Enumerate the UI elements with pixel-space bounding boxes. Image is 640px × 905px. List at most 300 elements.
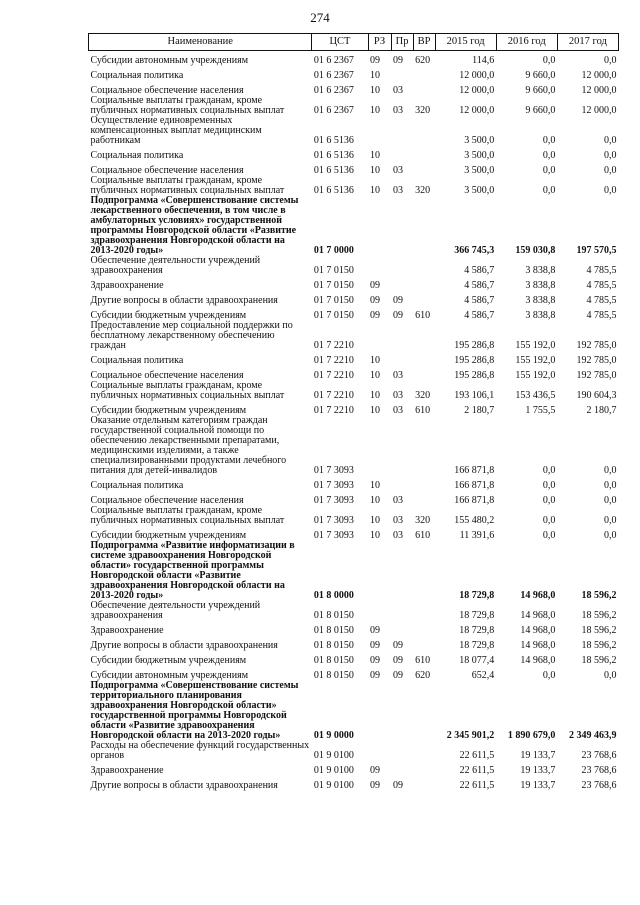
cell-rz: 10: [370, 185, 380, 196]
cell-2015: 11 391,6: [459, 530, 495, 541]
cell-2016: 0,0: [542, 55, 556, 66]
table-body: [89, 51, 619, 792]
cell-rz: 10: [370, 150, 380, 161]
cell-2015: 12 000,0: [459, 70, 495, 81]
table-row: [89, 366, 619, 381]
cell-2017: 23 768,6: [581, 765, 617, 776]
cell-2017: 4 785,5: [586, 295, 617, 306]
cell-vr: [413, 636, 435, 651]
table-row: [89, 741, 619, 761]
cell-rz: 10: [370, 405, 380, 416]
cell-2015: 3 500,0: [464, 150, 495, 161]
cell-2016: 0,0: [542, 515, 556, 526]
cell-vr: [413, 351, 435, 366]
cell-name: Субсидии бюджетным учреждениям: [90, 405, 247, 416]
cell-pr: 03: [393, 370, 404, 381]
cell-name: Обеспечение деятельности учреждений здравоохранения: [90, 255, 261, 276]
cell-2015: 195 286,8: [454, 340, 495, 351]
cell-2016: 0,0: [542, 495, 556, 506]
cell-name: Оказание отдельным категориям граждан государственной социальной помощи по обеспечению лекарственными препаратами, медицинскими изделиями, а также специализированными продуктами лечебного питания для детей-инвалидов: [90, 415, 287, 476]
cell-cst: 01 8 0150: [313, 625, 354, 636]
cell-rz: [368, 196, 391, 256]
cell-2015: 166 871,8: [454, 480, 495, 491]
table-row: [89, 651, 619, 666]
cell-vr: [413, 741, 435, 761]
cell-name: Подпрограмма «Развитие информатизации в системе здравоохранения Новгородской области» государственной программы Новгородской области «Развитие здравоохранения Новгородской области на 2013-2020 годы»: [90, 540, 295, 601]
cell-rz: 10: [370, 355, 380, 366]
cell-pr: 09: [393, 310, 404, 321]
cell-2017: 0,0: [604, 480, 617, 491]
cell-2015: 4 586,7: [464, 265, 495, 276]
cell-2016: 3 838,8: [525, 280, 556, 291]
table-row: [89, 276, 619, 291]
cell-rz: [368, 741, 391, 761]
table-row: [89, 351, 619, 366]
cell-rz: [368, 116, 391, 146]
cell-2017: 2 180,7: [586, 405, 617, 416]
cell-2017: 0,0: [604, 185, 617, 196]
cell-2015: 193 106,1: [454, 390, 495, 401]
cell-vr: [413, 146, 435, 161]
cell-vr: [413, 276, 435, 291]
cell-2016: 0,0: [542, 530, 556, 541]
cell-vr: 610: [415, 655, 431, 666]
cell-2015: 4 586,7: [464, 280, 495, 291]
cell-cst: 01 8 0150: [313, 670, 354, 681]
cell-cst: 01 7 2210: [313, 405, 354, 416]
cell-name: Социальные выплаты гражданам, кроме публичных нормативных социальных выплат: [90, 95, 285, 116]
table-row: [89, 146, 619, 161]
cell-cst: 01 6 2367: [313, 85, 354, 96]
table-row: [89, 116, 619, 146]
cell-vr: [413, 81, 435, 96]
cell-pr: 03: [393, 530, 404, 541]
cell-2017: 12 000,0: [581, 105, 617, 116]
cell-cst: 01 6 5136: [313, 150, 354, 161]
header-2016: 2016 год: [496, 34, 557, 51]
cell-vr: [413, 66, 435, 81]
table-row: [89, 601, 619, 621]
cell-cst: 01 7 3093: [313, 530, 354, 541]
cell-2016: 3 838,8: [525, 265, 556, 276]
cell-2017: 18 596,2: [581, 655, 617, 666]
cell-name: Социальное обеспечение населения: [90, 495, 244, 506]
cell-2017: 18 596,2: [581, 610, 617, 621]
cell-2016: 0,0: [542, 185, 556, 196]
cell-name: Предоставление мер социальной поддержки по бесплатному лекарственному обеспечению граждан: [90, 320, 293, 351]
cell-vr: [413, 476, 435, 491]
cell-cst: 01 7 2210: [313, 390, 354, 401]
cell-cst: 01 9 0000: [313, 730, 354, 741]
table-row: [89, 291, 619, 306]
cell-vr: [413, 416, 435, 476]
cell-2016: 19 133,7: [520, 780, 556, 791]
cell-cst: 01 7 3093: [313, 480, 354, 491]
cell-pr: [391, 321, 413, 351]
cell-name: Другие вопросы в области здравоохранения: [90, 295, 278, 306]
cell-2016: 19 133,7: [520, 765, 556, 776]
cell-2017: 0,0: [604, 670, 617, 681]
cell-cst: 01 6 5136: [313, 185, 354, 196]
cell-cst: 01 8 0150: [313, 610, 354, 621]
cell-2015: 12 000,0: [459, 105, 495, 116]
cell-2016: 14 968,0: [520, 610, 556, 621]
header-vr: ВР: [413, 34, 435, 51]
table-row: [89, 81, 619, 96]
cell-vr: [413, 491, 435, 506]
cell-2015: 195 286,8: [454, 370, 495, 381]
table-header: [89, 34, 619, 51]
header-2015: 2015 год: [435, 34, 496, 51]
cell-name: Обеспечение деятельности учреждений здравоохранения: [90, 600, 261, 621]
cell-2017: 4 785,5: [586, 310, 617, 321]
cell-2015: 652,4: [471, 670, 495, 681]
cell-pr: [391, 541, 413, 601]
cell-2016: 155 192,0: [515, 340, 556, 351]
table-row: [89, 491, 619, 506]
cell-name: Социальное обеспечение населения: [90, 85, 244, 96]
cell-vr: [413, 196, 435, 256]
cell-rz: 09: [370, 55, 380, 66]
cell-vr: 620: [415, 55, 431, 66]
cell-2015: 18 729,8: [459, 625, 495, 636]
cell-2016: 0,0: [542, 465, 556, 476]
cell-cst: 01 8 0150: [313, 640, 354, 651]
cell-name: Осуществление единовременных компенсационных выплат медицинским работникам: [90, 115, 262, 146]
cell-2017: 23 768,6: [581, 750, 617, 761]
cell-name: Здравоохранение: [90, 280, 164, 291]
cell-2016: 14 968,0: [520, 655, 556, 666]
cell-pr: [391, 146, 413, 161]
cell-2015: 22 611,5: [459, 750, 495, 761]
cell-2017: 190 604,3: [576, 390, 617, 401]
cell-2017: 0,0: [604, 515, 617, 526]
cell-2016: 3 838,8: [525, 310, 556, 321]
cell-rz: 09: [370, 780, 380, 791]
cell-pr: 03: [393, 105, 404, 116]
cell-vr: 610: [415, 405, 431, 416]
cell-pr: [391, 351, 413, 366]
cell-pr: 09: [393, 655, 404, 666]
cell-2015: 22 611,5: [459, 780, 495, 791]
cell-2015: 366 745,3: [454, 245, 495, 256]
cell-pr: 09: [393, 295, 404, 306]
table-row: [89, 761, 619, 776]
table-row: [89, 256, 619, 276]
cell-pr: [391, 116, 413, 146]
cell-vr: 320: [415, 390, 431, 401]
cell-cst: 01 6 2367: [313, 55, 354, 66]
cell-pr: 03: [393, 515, 404, 526]
cell-rz: 09: [370, 765, 380, 776]
cell-vr: 610: [415, 310, 431, 321]
cell-2016: 155 192,0: [515, 355, 556, 366]
budget-table: [88, 33, 619, 791]
cell-vr: [413, 161, 435, 176]
table-row: [89, 321, 619, 351]
table-row: [89, 401, 619, 416]
cell-rz: 09: [370, 310, 380, 321]
cell-2017: 0,0: [604, 530, 617, 541]
cell-2016: 0,0: [542, 135, 556, 146]
cell-rz: [368, 601, 391, 621]
cell-cst: 01 7 0150: [313, 280, 354, 291]
header-2017: 2017 год: [557, 34, 618, 51]
cell-pr: [391, 276, 413, 291]
cell-2015: 3 500,0: [464, 185, 495, 196]
cell-cst: 01 6 2367: [313, 70, 354, 81]
cell-2016: 0,0: [542, 670, 556, 681]
cell-2015: 114,6: [472, 55, 495, 66]
cell-rz: [368, 256, 391, 276]
page-number: 274: [310, 10, 330, 25]
cell-cst: 01 7 0150: [313, 265, 354, 276]
cell-cst: 01 9 0100: [313, 750, 354, 761]
cell-pr: [391, 741, 413, 761]
table-row: [89, 381, 619, 401]
cell-2017: 0,0: [604, 135, 617, 146]
cell-2015: 155 480,2: [454, 515, 495, 526]
cell-2016: 1 890 679,0: [507, 730, 556, 741]
cell-vr: [413, 681, 435, 741]
cell-name: Социальное обеспечение населения: [90, 370, 244, 381]
cell-2017: 0,0: [604, 165, 617, 176]
cell-2017: 0,0: [604, 465, 617, 476]
table-row: [89, 66, 619, 81]
cell-pr: [391, 256, 413, 276]
cell-rz: 10: [370, 370, 380, 381]
subprogram-row: [89, 681, 619, 741]
cell-2016: 0,0: [542, 480, 556, 491]
header-pr: Пр: [391, 34, 413, 51]
cell-pr: [391, 601, 413, 621]
cell-2016: 3 838,8: [525, 295, 556, 306]
cell-2016: 9 660,0: [525, 105, 556, 116]
cell-pr: [391, 66, 413, 81]
cell-2016: 0,0: [542, 165, 556, 176]
cell-pr: 09: [393, 55, 404, 66]
cell-vr: 320: [415, 515, 431, 526]
cell-vr: [413, 541, 435, 601]
cell-2016: 9 660,0: [525, 70, 556, 81]
cell-cst: 01 8 0000: [313, 590, 354, 601]
cell-name: Социальная политика: [90, 70, 184, 81]
cell-2016: 9 660,0: [525, 85, 556, 96]
cell-pr: [391, 681, 413, 741]
header-rz: РЗ: [368, 34, 391, 51]
cell-2015: 166 871,8: [454, 465, 495, 476]
table-row: [89, 96, 619, 116]
cell-cst: 01 7 2210: [313, 355, 354, 366]
cell-cst: 01 7 2210: [313, 370, 354, 381]
cell-rz: 10: [370, 70, 380, 81]
cell-name: Другие вопросы в области здравоохранения: [90, 640, 278, 651]
cell-2016: 19 133,7: [520, 750, 556, 761]
cell-2016: 155 192,0: [515, 370, 556, 381]
cell-name: Социальное обеспечение населения: [90, 165, 244, 176]
cell-2015: 18 729,8: [459, 590, 495, 601]
cell-cst: 01 9 0100: [313, 780, 354, 791]
cell-2017: 197 570,5: [576, 245, 617, 256]
cell-name: Здравоохранение: [90, 765, 164, 776]
cell-name: Социальные выплаты гражданам, кроме публичных нормативных социальных выплат: [90, 175, 285, 196]
cell-name: Подпрограмма «Совершенствование системы лекарственного обеспечения, в том числе в амбулаторных условиях» государственной программы Новгородской области «Развитие здравоохранения Новгородской области на 2013-2020 годы»: [90, 195, 299, 256]
cell-cst: 01 7 2210: [313, 340, 354, 351]
cell-vr: [413, 321, 435, 351]
cell-name: Субсидии автономным учреждениям: [90, 55, 249, 66]
cell-2017: 0,0: [604, 495, 617, 506]
cell-cst: 01 6 5136: [313, 135, 354, 146]
cell-pr: 09: [393, 670, 404, 681]
cell-2016: 1 755,5: [525, 405, 556, 416]
cell-2015: 166 871,8: [454, 495, 495, 506]
cell-cst: 01 7 3093: [313, 515, 354, 526]
cell-rz: 10: [370, 390, 380, 401]
cell-2017: 192 785,0: [576, 340, 617, 351]
cell-name: Субсидии автономным учреждениям: [90, 670, 249, 681]
cell-name: Социальная политика: [90, 355, 184, 366]
cell-2016: 159 030,8: [515, 245, 556, 256]
cell-rz: 09: [370, 640, 380, 651]
cell-rz: [368, 541, 391, 601]
cell-2015: 18 077,4: [459, 655, 495, 666]
cell-pr: 09: [393, 640, 404, 651]
subprogram-row: [89, 541, 619, 601]
cell-2016: 14 968,0: [520, 590, 556, 601]
cell-2017: 18 596,2: [581, 625, 617, 636]
cell-pr: 09: [393, 780, 404, 791]
cell-vr: [413, 601, 435, 621]
cell-2015: 2 180,7: [464, 405, 495, 416]
cell-rz: 09: [370, 670, 380, 681]
header-cst: ЦСТ: [312, 34, 368, 51]
cell-2015: 3 500,0: [464, 135, 495, 146]
table-row: [89, 666, 619, 681]
cell-rz: 10: [370, 480, 380, 491]
cell-vr: 620: [415, 670, 431, 681]
table-row: [89, 776, 619, 791]
cell-vr: [413, 366, 435, 381]
cell-cst: 01 7 3093: [313, 495, 354, 506]
cell-2017: 2 349 463,9: [569, 730, 617, 741]
cell-2017: 192 785,0: [576, 370, 617, 381]
cell-vr: [413, 116, 435, 146]
cell-name: Социальная политика: [90, 480, 184, 491]
cell-vr: 610: [415, 530, 431, 541]
cell-pr: 03: [393, 495, 404, 506]
cell-2015: 12 000,0: [459, 85, 495, 96]
cell-2016: 0,0: [542, 150, 556, 161]
table-row: [89, 476, 619, 491]
cell-2015: 22 611,5: [459, 765, 495, 776]
cell-cst: 01 7 0150: [313, 310, 354, 321]
cell-name: Расходы на обеспечение функций государственных органов: [90, 740, 310, 761]
cell-2015: 2 345 901,2: [446, 730, 495, 741]
cell-rz: 09: [370, 280, 380, 291]
cell-vr: [413, 761, 435, 776]
cell-2017: 0,0: [604, 55, 617, 66]
cell-2017: 23 768,6: [581, 780, 617, 791]
cell-pr: [391, 196, 413, 256]
cell-rz: 09: [370, 625, 380, 636]
cell-pr: 03: [393, 405, 404, 416]
cell-vr: 320: [415, 105, 431, 116]
table-row: [89, 506, 619, 526]
cell-2015: 195 286,8: [454, 355, 495, 366]
cell-rz: 10: [370, 105, 380, 116]
cell-2017: 18 596,2: [581, 590, 617, 601]
cell-rz: [368, 681, 391, 741]
table-row: [89, 416, 619, 476]
cell-pr: 03: [393, 165, 404, 176]
cell-rz: 09: [370, 655, 380, 666]
cell-name: Подпрограмма «Совершенствование системы территориального планирования здравоохранения Новгородской области» государственной программы Новгородской области «Развитие здравоохранения Новгородской области на 2013-2020 годы»: [90, 680, 299, 741]
table-row: [89, 51, 619, 67]
cell-2017: 12 000,0: [581, 70, 617, 81]
cell-pr: [391, 416, 413, 476]
cell-name: Здравоохранение: [90, 625, 164, 636]
cell-2017: 4 785,5: [586, 280, 617, 291]
cell-vr: [413, 776, 435, 791]
cell-pr: [391, 761, 413, 776]
cell-name: Социальная политика: [90, 150, 184, 161]
cell-name: Субсидии бюджетным учреждениям: [90, 655, 247, 666]
cell-2015: 18 729,8: [459, 610, 495, 621]
cell-cst: 01 6 2367: [313, 105, 354, 116]
cell-2016: 14 968,0: [520, 625, 556, 636]
cell-2017: 0,0: [604, 150, 617, 161]
cell-2015: 18 729,8: [459, 640, 495, 651]
table-row: [89, 621, 619, 636]
table-row: [89, 636, 619, 651]
cell-2015: 3 500,0: [464, 165, 495, 176]
cell-pr: [391, 476, 413, 491]
table-row: [89, 526, 619, 541]
cell-rz: 10: [370, 495, 380, 506]
cell-vr: [413, 256, 435, 276]
cell-pr: 03: [393, 390, 404, 401]
cell-name: Субсидии бюджетным учреждениям: [90, 310, 247, 321]
cell-cst: 01 8 0150: [313, 655, 354, 666]
cell-rz: 10: [370, 515, 380, 526]
cell-2017: 192 785,0: [576, 355, 617, 366]
cell-2016: 14 968,0: [520, 640, 556, 651]
cell-name: Субсидии бюджетным учреждениям: [90, 530, 247, 541]
cell-name: Социальные выплаты гражданам, кроме публичных нормативных социальных выплат: [90, 380, 285, 401]
cell-2016: 153 436,5: [515, 390, 556, 401]
cell-name: Социальные выплаты гражданам, кроме публичных нормативных социальных выплат: [90, 505, 285, 526]
cell-rz: 10: [370, 85, 380, 96]
cell-rz: [368, 416, 391, 476]
cell-rz: [368, 321, 391, 351]
cell-2017: 18 596,2: [581, 640, 617, 651]
subprogram-row: [89, 196, 619, 256]
cell-pr: 03: [393, 85, 404, 96]
cell-rz: 10: [370, 530, 380, 541]
cell-cst: 01 9 0100: [313, 765, 354, 776]
table-row: [89, 306, 619, 321]
cell-vr: [413, 291, 435, 306]
cell-cst: 01 7 3093: [313, 465, 354, 476]
cell-rz: 09: [370, 295, 380, 306]
header-name: Наименование: [89, 34, 312, 51]
cell-2015: 4 586,7: [464, 310, 495, 321]
table-row: [89, 161, 619, 176]
table-row: [89, 176, 619, 196]
cell-rz: 10: [370, 165, 380, 176]
cell-2017: 4 785,5: [586, 265, 617, 276]
cell-2017: 12 000,0: [581, 85, 617, 96]
